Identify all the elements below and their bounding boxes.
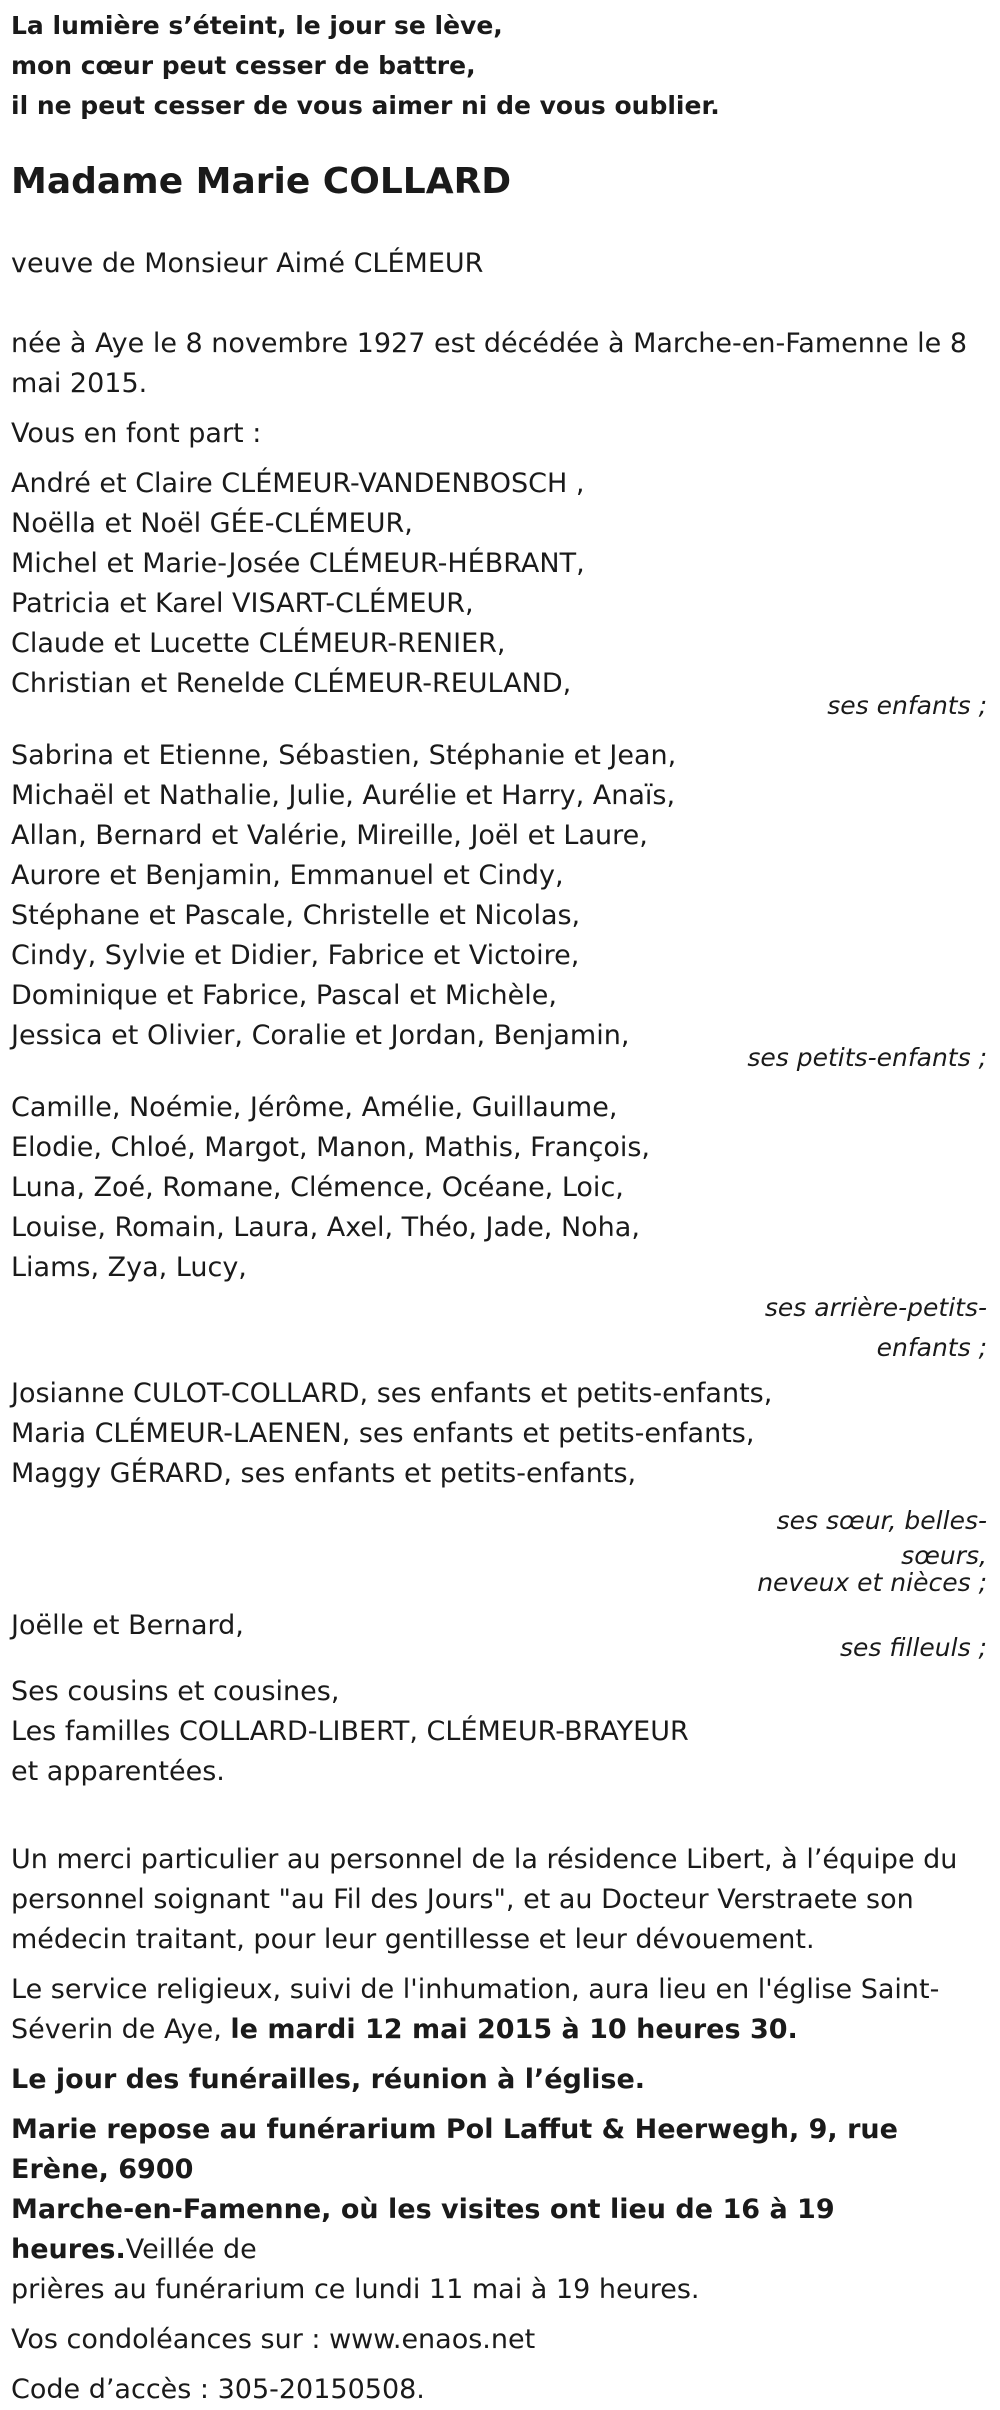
funerarium-line: prières au funérarium ce lundi 11 mai à 19 heures. xyxy=(11,2274,700,2305)
thanks-line: médecin traitant, pour leur gentillesse et leur dévouement. xyxy=(11,1924,815,1955)
poem xyxy=(11,0,989,126)
great-grandchildren-role-line: ses arrière-petits- xyxy=(764,1293,987,1322)
birth-death-line: mai 2015. xyxy=(11,368,148,399)
widow-of: veuve de Monsieur Aimé CLÉMEUR xyxy=(11,248,484,279)
service-line xyxy=(11,2010,989,2050)
siblings-role-line: sœurs, xyxy=(901,1541,987,1570)
funeral-day: Le jour des funérailles, réunion à l’église. xyxy=(11,2064,646,2095)
siblings-role-line: neveux et nièces ; xyxy=(757,1568,987,1597)
great-grandchildren-name: Luna, Zoé, Romane, Clémence, Océane, Loic, xyxy=(11,1172,624,1203)
children-group xyxy=(11,464,989,704)
children-name: Noëlla et Noël GÉE-CLÉMEUR, xyxy=(11,508,413,539)
thanks-paragraph xyxy=(11,1840,989,1960)
grandchildren-name: Allan, Bernard et Valérie, Mireille, Joël et Laure, xyxy=(11,820,648,851)
funerarium-line xyxy=(11,2190,989,2270)
great-grandchildren-name: Liams, Zya, Lucy, xyxy=(11,1252,247,1283)
grandchildren-name: Aurore et Benjamin, Emmanuel et Cindy, xyxy=(11,860,564,891)
grandchildren-group xyxy=(11,736,989,1056)
siblings-name: Josianne CULOT-COLLARD, ses enfants et petits-enfants, xyxy=(11,1378,773,1409)
service-datetime: le mardi 12 mai 2015 à 10 heures 30. xyxy=(230,2014,798,2045)
godchildren-name: Joëlle et Bernard, xyxy=(11,1610,244,1641)
cousins-line: Ses cousins et cousines, xyxy=(11,1676,340,1707)
funerarium-visits: Marche-en-Famenne, où les visites ont lieu de 16 à 19 heures. xyxy=(11,2194,835,2265)
announce-text: Vous en font part : xyxy=(11,418,262,449)
grandchildren-name: Jessica et Olivier, Coralie et Jordan, Benjamin, xyxy=(11,1020,630,1051)
birth-death-line: née à Aye le 8 novembre 1927 est décédée à Marche-en-Famenne le 8 xyxy=(11,328,968,359)
great-grandchildren-role xyxy=(11,1288,989,1368)
thanks-line: Un merci particulier au personnel de la résidence Libert, à l’équipe du xyxy=(11,1844,958,1875)
cousins-line: et apparentées. xyxy=(11,1756,225,1787)
grandchildren-name: Michaël et Nathalie, Julie, Aurélie et Harry, Anaïs, xyxy=(11,780,676,811)
children-name: Claude et Lucette CLÉMEUR-RENIER, xyxy=(11,628,506,659)
siblings-name: Maggy GÉRARD, ses enfants et petits-enfants, xyxy=(11,1458,637,1489)
grandchildren-name: Cindy, Sylvie et Didier, Fabrice et Victoire, xyxy=(11,940,580,971)
children-name: Patricia et Karel VISART-CLÉMEUR, xyxy=(11,588,474,619)
service-location: Séverin de Aye, xyxy=(11,2014,231,2045)
siblings-name: Maria CLÉMEUR-LAENEN, ses enfants et petits-enfants, xyxy=(11,1418,755,1449)
access-code: Code d’accès : 305-20150508. xyxy=(11,2374,425,2405)
cousins-line: Les familles COLLARD-LIBERT, CLÉMEUR-BRAYEUR xyxy=(11,1716,689,1747)
deceased-name: Madame Marie COLLARD xyxy=(11,161,512,202)
grandchildren-role: ses petits-enfants ; xyxy=(747,1043,987,1072)
service-paragraph xyxy=(11,1970,989,2050)
poem-line: il ne peut cesser de vous aimer ni de vous oublier. xyxy=(11,91,720,120)
children-name: Michel et Marie-Josée CLÉMEUR-HÉBRANT, xyxy=(11,548,585,579)
siblings-role-line: ses sœur, belles- xyxy=(776,1506,987,1535)
poem-line: mon cœur peut cesser de battre, xyxy=(11,51,476,80)
grandchildren-name: Sabrina et Etienne, Sébastien, Stéphanie et Jean, xyxy=(11,740,677,771)
great-grandchildren-name: Louise, Romain, Laura, Axel, Théo, Jade, Noha, xyxy=(11,1212,640,1243)
great-grandchildren-group xyxy=(11,1088,989,1288)
grandchildren-name: Stéphane et Pascale, Christelle et Nicolas, xyxy=(11,900,581,931)
service-line: Le service religieux, suivi de l'inhumation, aura lieu en l'église Saint- xyxy=(11,1974,940,2005)
condolences-text: Vos condoléances sur : www.enaos.net xyxy=(11,2324,536,2355)
thanks-line: personnel soignant "au Fil des Jours", et au Docteur Verstraete son xyxy=(11,1884,914,1915)
great-grandchildren-name: Elodie, Chloé, Margot, Manon, Mathis, François, xyxy=(11,1132,650,1163)
grandchildren-name: Dominique et Fabrice, Pascal et Michèle, xyxy=(11,980,557,1011)
siblings-group xyxy=(11,1374,989,1494)
funerarium-line: Marie repose au funérarium Pol Laffut & Heerwegh, 9, rue Erène, 6900 xyxy=(11,2114,898,2185)
godchildren-role: ses filleuls ; xyxy=(840,1633,987,1662)
great-grandchildren-name: Camille, Noémie, Jérôme, Amélie, Guillaume, xyxy=(11,1092,618,1123)
birth-death-text xyxy=(11,324,989,404)
children-name: André et Claire CLÉMEUR-VANDENBOSCH , xyxy=(11,468,585,499)
siblings-role xyxy=(11,1502,989,1597)
children-role: ses enfants ; xyxy=(827,691,987,720)
cousins-group xyxy=(11,1672,989,1792)
funerarium-paragraph xyxy=(11,2110,989,2310)
great-grandchildren-role-line: enfants ; xyxy=(876,1333,987,1362)
children-name: Christian et Renelde CLÉMEUR-REULAND, xyxy=(11,668,572,699)
poem-line: La lumière s’éteint, le jour se lève, xyxy=(11,11,503,40)
funerarium-vigil-start: Veillée de xyxy=(125,2234,257,2265)
